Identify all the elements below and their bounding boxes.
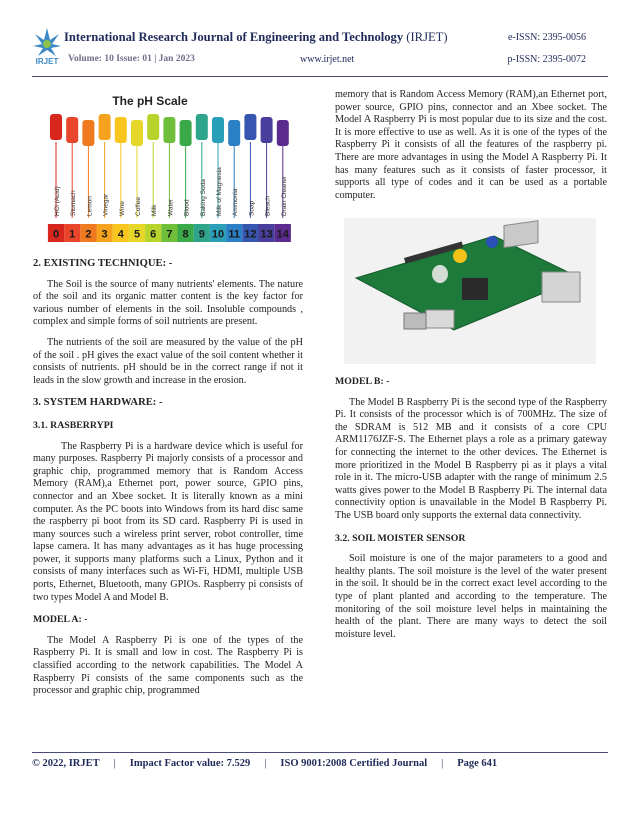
footer-iso: ISO 9001:2008 Certified Journal xyxy=(280,758,428,769)
right-column xyxy=(335,89,607,210)
section3-heading: 3. SYSTEM HARDWARE: - xyxy=(33,397,163,409)
ph-item-icon xyxy=(244,114,256,140)
ph-scale-figure xyxy=(38,90,300,246)
section2-paragraph-2: The nutrients of the soil are measured by the value of the pH of the soil . pH gives the exact value of the soil content whether it consists of nutrients. pH should be in the correct range if not it leads in the slow growth and increase in the erosion. xyxy=(33,336,303,386)
footer-page: Page 641 xyxy=(457,758,498,769)
modelB-heading: MODEL B: - xyxy=(335,376,390,387)
irjet-logo-icon xyxy=(32,26,62,66)
ph-item-icon xyxy=(50,114,62,140)
ph-item-label: Lemon xyxy=(86,196,94,216)
ph-item-label: Drain Cleaner xyxy=(280,175,288,216)
section31-paragraph: The Raspberry Pi is a hardware device which is useful for many purposes. Raspberry Pi majorly consists of a processor and graphic chip, programmed memory that is Random Access Memory (RAM),a Ethernet port, power source, GPIO pins, connector and an Xbee socket. It is literally known as a mini computer. As the PC boots into Windows from its hard disc same the raspberry pi boot from its SD card. Raspberry Pi is used in many sources such a wireless print server, robot controller, time lapse camera. It has many advantages as it has huge processing power, it supports many platforms such a Linux, Python and it consists of many interfaces such as Wi-Fi, HDMI, multiple USB ports, Ethernet, Bluetooth, many GPIOs. Raspberry pi consists of two types Model A and Model B. xyxy=(33,440,303,603)
ph-item-icon xyxy=(115,117,127,143)
ph-number: 7 xyxy=(166,228,173,241)
ph-item-label: Baking Soda xyxy=(199,179,207,216)
footer-divider xyxy=(32,752,608,753)
ph-number: 2 xyxy=(85,228,92,241)
footer-copyright: © 2022, IRJET xyxy=(32,758,100,769)
footer-separator: | xyxy=(113,758,116,769)
ph-item-label: Soap xyxy=(248,200,256,216)
ph-number: 1 xyxy=(69,228,76,241)
page-footer xyxy=(32,758,608,769)
ph-item-label: Wine xyxy=(118,201,126,216)
modelB-paragraph: The Model B Raspberry Pi is the second type of the Raspberry Pi. It consists of the processor which is of 700MHz. The size of the SDRAM is 512 MB and it consists of a core CPU ARM1176JZF-S. The Ethernet plays a role as a primary gateway for connecting the internet to the other devices. The Ethernet is more prioritized in the Model B Raspberry pi as it plays a vital role in it. The micro-USB adapter with the range of minimum 2.5 watts gives power to the Model B Raspberry Pi. The internal data connectivity option is unavailable in the Model B Raspberry Pi. The USB board only supports the external data connectivity. xyxy=(335,396,607,521)
ph-number: 5 xyxy=(133,228,141,241)
ph-number: 12 xyxy=(244,228,257,241)
section31-heading: 3.1. RASBERRYPI xyxy=(33,419,114,431)
ph-item-label: Bleach xyxy=(264,196,272,216)
journal-url[interactable]: www.irjet.net xyxy=(300,54,355,65)
ph-number: 13 xyxy=(260,228,273,241)
ph-item-label: Stomach xyxy=(70,190,78,216)
ph-item-icon xyxy=(261,117,273,143)
ph-item-icon xyxy=(66,117,78,143)
ph-item-label: HCl (Acid) xyxy=(54,186,61,216)
modelA-heading: MODEL A: - xyxy=(33,614,88,626)
section32-paragraph: Soil moisture is one of the major parameters to a good and healthy plants. The soil moisture is the level of the water present in the soil. It should be in the correct exact level according to the type of plant planted and according to the temperature. The monitoring of the soil moisture level helps in maintaining the health of the plant. There are many ways to detect the soil moisture level. xyxy=(335,553,607,640)
ph-item-label: Milk xyxy=(151,204,159,216)
footer-separator: | xyxy=(264,758,267,769)
ph-scale-title: The pH Scale xyxy=(112,94,188,108)
ph-item-icon xyxy=(196,114,208,140)
ph-item-label: Milk of Magnesia xyxy=(216,167,223,216)
section2-paragraph-1: The Soil is the source of many nutrients' elements. The nature of the soil and its organic matter content is the key factor for various number of elements in the soil. Insoluble compounds , complex and simple forms of soil nutrients are present. xyxy=(33,278,303,328)
section2-heading: 2. EXISTING TECHNIQUE: - xyxy=(33,258,173,269)
ph-number: 8 xyxy=(182,228,189,241)
ph-number: 9 xyxy=(198,228,205,241)
right-column-lower xyxy=(335,376,607,649)
section32-heading: 3.2. SOIL MOISTER SENSOR xyxy=(335,532,466,544)
modelA-paragraph: The Model A Raspberry Pi is one of the types of the Raspberry Pi. It is small and low in cost. The Raspberry Pi is classified according to the network capabilities. The Model A Raspberry Pi consists of the same components such as the processor and graphic chip, programmed xyxy=(33,634,303,697)
ph-item-label: Blood xyxy=(183,199,191,216)
ph-item-icon xyxy=(212,117,224,143)
modelA-paragraph-continued: memory that is Random Access Memory (RAM),an Ethernet port, power source, GPIO pins, connector and an Xbee socket. The Model A Raspberry Pi is most popular due to its size and the cost. It is more effective to use as well. As it is one of the types of the Raspberry Pi it consists of all the features of the raspberry pi. There are more advantages in using the Model A Raspberry Pi. It has many features such as it consists of faster processor, it supports all type of codes and it can be used as a portable computer. xyxy=(335,89,607,201)
ph-item-icon xyxy=(147,114,159,140)
page-header xyxy=(32,26,608,74)
ph-item-icon xyxy=(99,114,111,140)
ph-item-label: Coffee xyxy=(135,196,142,216)
svg-text:IRJET: IRJET xyxy=(35,57,59,66)
left-column xyxy=(33,248,303,706)
ph-number: 4 xyxy=(117,228,124,241)
ph-item-label: Vinegar xyxy=(102,193,110,216)
ph-number: 6 xyxy=(150,228,157,241)
footer-separator: | xyxy=(441,758,444,769)
ph-number: 3 xyxy=(101,228,108,241)
footer-impact: Impact Factor value: 7.529 xyxy=(129,758,251,769)
pissn: p-ISSN: 2395-0072 xyxy=(507,54,586,65)
ph-number: 10 xyxy=(211,228,225,241)
journal-title: International Research Journal of Engineering and Technology (IRJET) xyxy=(64,30,448,44)
volume-issue: Volume: 10 Issue: 01 | Jan 2023 xyxy=(68,54,195,64)
ph-number: 11 xyxy=(228,228,241,241)
ph-number: 0 xyxy=(52,228,60,241)
header-divider xyxy=(32,76,608,77)
ph-item-label: Water xyxy=(167,198,175,216)
ph-number: 14 xyxy=(276,228,289,241)
raspberry-pi-board-image xyxy=(344,218,596,364)
eissn: e-ISSN: 2395-0056 xyxy=(507,32,586,43)
ph-item-icon xyxy=(163,117,175,143)
ph-item-label: Ammonia xyxy=(232,188,240,216)
